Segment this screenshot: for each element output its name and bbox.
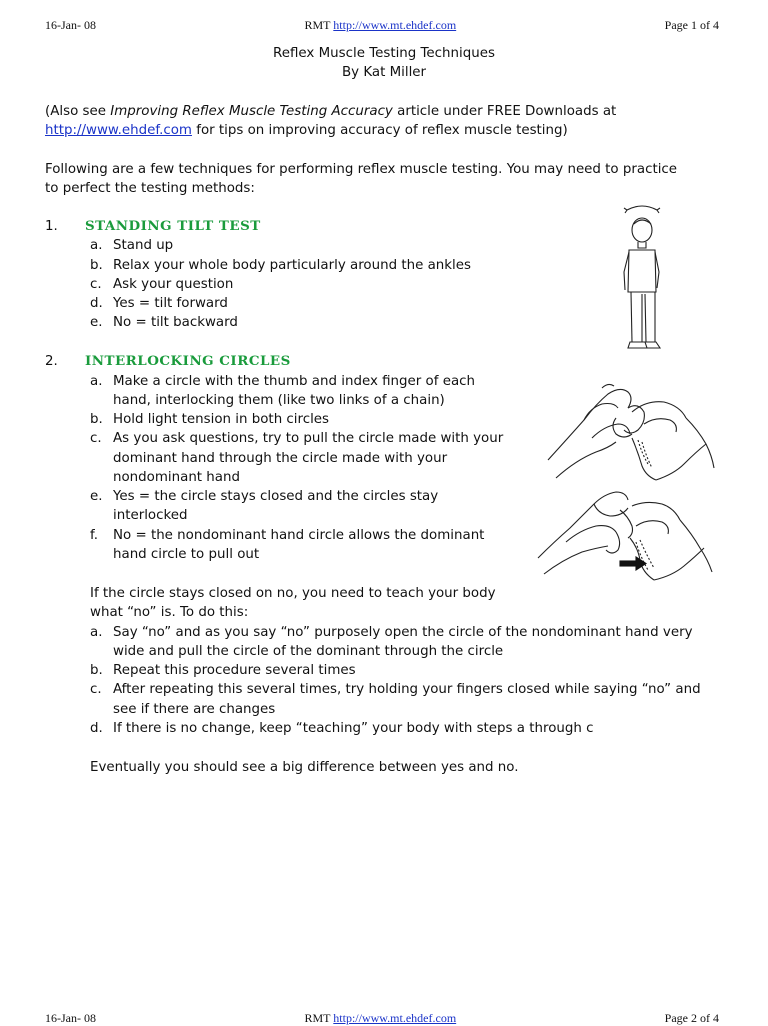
list-item-marker: f. — [90, 528, 98, 543]
list-item-marker: a. — [90, 238, 103, 253]
conclusion: Eventually you should see a big difference between yes and no. — [90, 760, 519, 775]
list-item: No = the nondominant hand circle allows the dominant — [113, 528, 485, 543]
list-item: see if there are changes — [113, 702, 276, 717]
para1-line-1: Following are a few techniques for performing reflex muscle testing. You may need to practice — [45, 162, 678, 177]
footer-page-number: Page 2 of 4 — [664, 1011, 719, 1025]
intro-article-title: Improving Reflex Muscle Testing Accuracy — [110, 104, 393, 119]
section1-number: 1. — [45, 219, 58, 234]
list-item-marker: e. — [90, 489, 103, 504]
list-item: Ask your question — [113, 277, 234, 292]
intro-link[interactable]: http://www.ehdef.com — [45, 123, 192, 138]
list-item: wide and pull the circle of the dominant through the circle — [113, 644, 504, 659]
list-item: Say “no” and as you say “no” purposely open the circle of the nondominant hand very — [113, 625, 693, 640]
list-item: No = tilt backward — [113, 315, 238, 330]
list-item: Hold light tension in both circles — [113, 412, 330, 427]
list-item-marker: b. — [90, 663, 103, 678]
list-item: hand, interlocking them (like two links of a chain) — [113, 393, 445, 408]
list-item: As you ask questions, try to pull the circle made with your — [113, 431, 504, 446]
list-item-marker: c. — [90, 431, 102, 446]
list-item: nondominant hand — [113, 470, 240, 485]
list-item-marker: d. — [90, 721, 103, 736]
list-item: After repeating this several times, try holding your fingers closed while saying “no” and — [113, 682, 701, 697]
section1-heading: STANDING TILT TEST — [85, 218, 261, 234]
section2-heading: INTERLOCKING CIRCLES — [85, 353, 291, 369]
list-item-marker: e. — [90, 315, 103, 330]
footer-site: RMT http://www.mt.ehdef.com — [304, 1011, 457, 1025]
footer-site-link[interactable]: http://www.mt.ehdef.com — [333, 1011, 457, 1025]
document-author: By Kat Miller — [341, 65, 427, 80]
header-site-link[interactable]: http://www.mt.ehdef.com — [333, 18, 457, 32]
section2-number: 2. — [45, 354, 58, 369]
list-item-marker: b. — [90, 412, 103, 427]
pulling-hands-illustration — [536, 486, 716, 592]
list-item-marker: a. — [90, 374, 103, 389]
list-item: Yes = the circle stays closed and the circles stay — [113, 489, 439, 504]
list-item-marker: a. — [90, 625, 103, 640]
page-header — [45, 18, 719, 33]
list-item: Stand up — [113, 238, 174, 253]
list-item-marker: c. — [90, 682, 102, 697]
list-item: If there is no change, keep “teaching” your body with steps a through c — [113, 721, 594, 736]
list-item: dominant hand through the circle made with your — [113, 451, 448, 466]
list-item: Relax your whole body particularly around the ankles — [113, 258, 471, 273]
list-item-marker: b. — [90, 258, 103, 273]
intro-line-2: http://www.ehdef.com for tips on improving accuracy of reflex muscle testing) — [45, 123, 568, 138]
header-date: 16-Jan- 08 — [45, 18, 96, 32]
document-title: Reflex Muscle Testing Techniques — [273, 46, 495, 61]
note-line-1: If the circle stays closed on no, you need to teach your body — [90, 586, 496, 601]
list-item: Repeat this procedure several times — [113, 663, 356, 678]
para1-line-2: to perfect the testing methods: — [45, 181, 255, 196]
list-item: Make a circle with the thumb and index finger of each — [113, 374, 476, 389]
standing-person-illustration — [612, 200, 670, 352]
note-line-2: what “no” is. To do this: — [90, 605, 249, 620]
header-page-number: Page 1 of 4 — [664, 18, 719, 32]
list-item: hand circle to pull out — [113, 547, 260, 562]
list-item-marker: d. — [90, 296, 103, 311]
header-site: RMT http://www.mt.ehdef.com — [304, 18, 457, 32]
interlocked-hands-illustration — [546, 378, 716, 486]
list-item: interlocked — [113, 508, 188, 523]
footer-date: 16-Jan- 08 — [45, 1011, 96, 1025]
list-item-marker: c. — [90, 277, 102, 292]
intro-line-1: (Also see Improving Reflex Muscle Testing Accuracy article under FREE Downloads at — [45, 104, 617, 119]
list-item: Yes = tilt forward — [113, 296, 228, 311]
